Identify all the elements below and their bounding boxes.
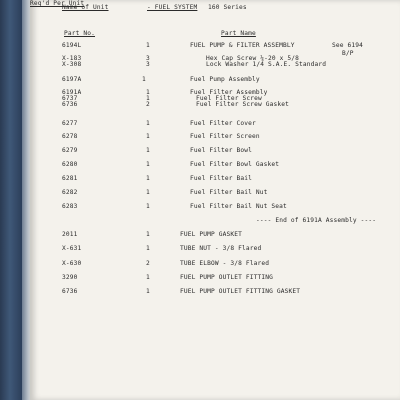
part-name: Fuel Filter Cover [190, 120, 256, 127]
part-number: 6277 [62, 120, 78, 127]
column-header-part-no: Part No. [64, 30, 96, 37]
quantity: 2 [146, 101, 150, 108]
quantity: 1 [146, 203, 150, 210]
parts-row [30, 189, 400, 199]
part-number: 3290 [62, 274, 78, 281]
part-number: 6736 [62, 288, 78, 295]
part-number: 6283 [62, 203, 78, 210]
quantity: 3 [146, 61, 150, 68]
quantity: 1 [146, 161, 150, 168]
column-header-part-name: Part Name [221, 30, 256, 37]
quantity: 1 [146, 175, 150, 182]
part-name: FUEL PUMP OUTLET FITTING [180, 274, 274, 281]
part-name: FUEL PUMP & FILTER ASSEMBLY [190, 42, 295, 49]
part-number: 6282 [62, 189, 78, 196]
parts-row [30, 175, 400, 185]
part-name: Lock Washer 1/4 S.A.E. Standard [206, 61, 327, 68]
part-name: Fuel Filter Screw [196, 95, 262, 102]
part-number: 6736 [62, 101, 78, 108]
quantity: 1 [146, 95, 150, 102]
quantity: 1 [146, 288, 150, 295]
parts-row [30, 101, 400, 111]
parts-row [30, 61, 400, 71]
reference-note: See 6194 [332, 42, 364, 49]
part-name: Fuel Filter Bail Nut Seat [190, 203, 287, 210]
quantity: 1 [146, 133, 150, 140]
quantity: 1 [146, 189, 150, 196]
part-number: X-630 [62, 260, 82, 267]
quantity: 2 [146, 260, 150, 267]
reference-note-sub: B/P [342, 50, 354, 57]
quantity: 1 [146, 274, 150, 281]
document-page [30, 0, 400, 400]
parts-row [30, 147, 400, 157]
part-number: 6194L [62, 42, 82, 49]
part-number: 6279 [62, 147, 78, 154]
part-number: 6191A [62, 89, 82, 96]
quantity: 1 [146, 89, 150, 96]
part-name: TUBE ELBOW - 3/8 Flared [180, 260, 270, 267]
part-number: X-308 [62, 61, 82, 68]
part-number: 6197A [62, 76, 82, 83]
parts-row [30, 274, 400, 284]
part-name: TUBE NUT - 3/8 Flared [180, 245, 262, 252]
part-number: 6280 [62, 161, 78, 168]
parts-row [30, 245, 400, 255]
binder-spine [0, 0, 22, 400]
part-number: 6281 [62, 175, 78, 182]
part-number: 6737 [62, 95, 78, 102]
column-header-reqd-per-unit: Req'd Per Unit [30, 0, 85, 7]
quantity: 3 [146, 55, 150, 62]
parts-row [30, 161, 400, 171]
parts-row [30, 288, 400, 298]
parts-row [30, 217, 400, 227]
part-name: Fuel Filter Screw Gasket [196, 101, 290, 108]
unit-value: - FUEL SYSTEM [147, 4, 198, 11]
part-name: Fuel Filter Bail Nut [190, 189, 268, 196]
part-name: Fuel Filter Screen [190, 133, 260, 140]
parts-row [30, 203, 400, 213]
part-name: Fuel Filter Assembly [190, 89, 268, 96]
parts-row [30, 120, 400, 130]
part-name: Fuel Filter Bail [190, 175, 253, 182]
part-name: ---- End of 6191A Assembly ---- [256, 217, 377, 224]
part-name: FUEL PUMP OUTLET FITTING GASKET [180, 288, 301, 295]
part-name: Fuel Filter Bowl Gasket [190, 161, 280, 168]
parts-row [30, 42, 400, 57]
part-name: Fuel Pump Assembly [190, 76, 260, 83]
unit-label: Name of Unit [62, 4, 109, 11]
part-number: 6278 [62, 133, 78, 140]
quantity: 1 [146, 120, 150, 127]
parts-row [30, 76, 400, 86]
part-name: Fuel Filter Bowl [190, 147, 253, 154]
parts-row [30, 260, 400, 270]
part-number: X-631 [62, 245, 82, 252]
quantity: 1 [146, 245, 150, 252]
quantity: 1 [146, 231, 150, 238]
quantity: 1 [146, 42, 150, 49]
quantity: 1 [146, 147, 150, 154]
part-name: Hex Cap Screw ¼-20 x 5/8 [206, 55, 300, 62]
part-number: X-183 [62, 55, 82, 62]
parts-row [30, 231, 400, 241]
series-label: 160 Series [208, 4, 247, 11]
part-number: 2011 [62, 231, 78, 238]
part-name: FUEL PUMP GASKET [180, 231, 243, 238]
parts-row [30, 133, 400, 143]
quantity: 1 [142, 76, 146, 83]
